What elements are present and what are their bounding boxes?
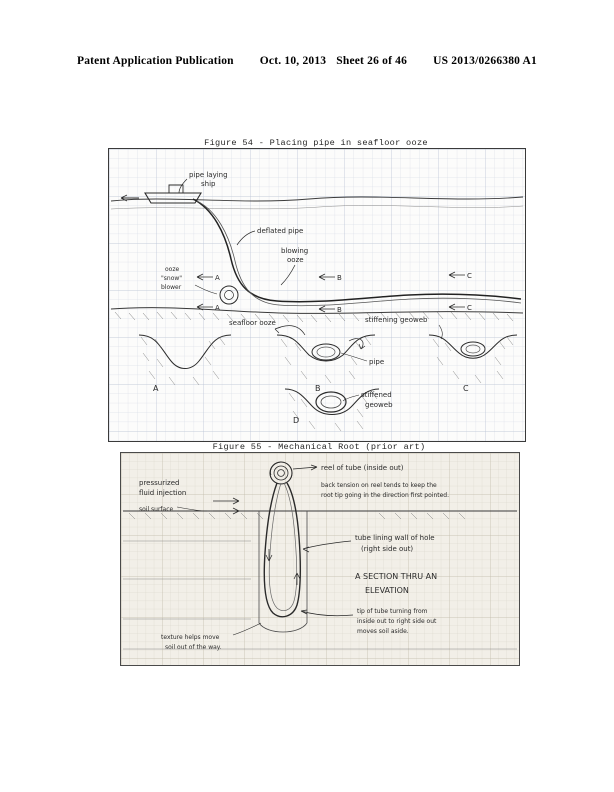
figure-54 (108, 148, 526, 442)
label-stiffening-geoweb: stiffening geoweb (365, 316, 428, 324)
figure-55-drawing (121, 453, 519, 665)
label-back-tension-1: back tension on reel tends to keep the (321, 482, 437, 489)
figure-54-drawing (109, 149, 525, 441)
label-reel-of-tube: reel of tube (inside out) (321, 464, 404, 472)
label-pressurized-fluid-2: fluid injection (139, 489, 187, 497)
label-arrow-a-lower: A (215, 304, 220, 312)
figure-55-caption: Figure 55 - Mechanical Root (prior art) (212, 442, 426, 452)
label-arrow-b-upper: B (337, 274, 342, 282)
page-header (0, 55, 614, 67)
label-stiffened-geoweb-2: geoweb (365, 401, 393, 409)
label-tip-of-tube-3: moves soil aside. (357, 628, 409, 635)
header-publication: Patent Application Publication (76, 55, 234, 67)
label-section-elevation-2: ELEVATION (365, 586, 409, 595)
label-pipe-laying-ship-2: ship (201, 180, 216, 188)
header-sheet: Sheet 26 of 46 (336, 55, 408, 67)
label-back-tension-2: root tip going in the direction first pointed. (321, 492, 450, 499)
label-tube-lining-1: tube lining wall of hole (355, 534, 435, 542)
label-pressurized-fluid-1: pressurized (139, 479, 180, 487)
label-pipe: pipe (369, 358, 385, 366)
label-seafloor-ooze: seafloor ooze (229, 319, 276, 327)
header-patent-number: US 2013/0266380 A1 (433, 55, 538, 67)
label-ooze-blower-2: "snow" (161, 275, 183, 282)
figure-55 (120, 452, 520, 666)
label-pipe-laying-ship: pipe laying (189, 171, 228, 179)
label-arrow-a-upper: A (215, 274, 220, 282)
label-blowing-ooze-2: ooze (287, 256, 304, 264)
label-section-a: A (153, 384, 159, 393)
label-stiffened-geoweb-1: stiffened (361, 391, 392, 399)
label-section-b: B (315, 384, 321, 393)
label-tip-of-tube-2: inside out to right side out (357, 618, 437, 625)
label-deflated-pipe: deflated pipe (257, 227, 304, 235)
label-arrow-c-lower: C (467, 304, 472, 312)
label-section-c: C (463, 384, 469, 393)
label-tip-of-tube-1: tip of tube turning from (357, 608, 428, 615)
label-texture-helps-1: texture helps move (161, 634, 220, 641)
label-ooze-blower-3: blower (161, 284, 182, 291)
label-blowing-ooze: blowing (281, 247, 309, 255)
label-arrow-c-upper: C (467, 272, 472, 280)
label-soil-surface: soil surface (139, 506, 174, 513)
label-ooze-blower-1: ooze (165, 266, 180, 273)
label-section-d: D (293, 416, 300, 425)
header-date: Oct. 10, 2013 (259, 55, 327, 67)
label-texture-helps-2: soil out of the way. (165, 644, 222, 651)
label-tube-lining-2: (right side out) (361, 545, 414, 553)
label-section-elevation-1: A SECTION THRU AN (355, 572, 438, 581)
figure-54-caption: Figure 54 - Placing pipe in seafloor ooze (204, 138, 428, 148)
label-arrow-b-lower: B (337, 306, 342, 314)
